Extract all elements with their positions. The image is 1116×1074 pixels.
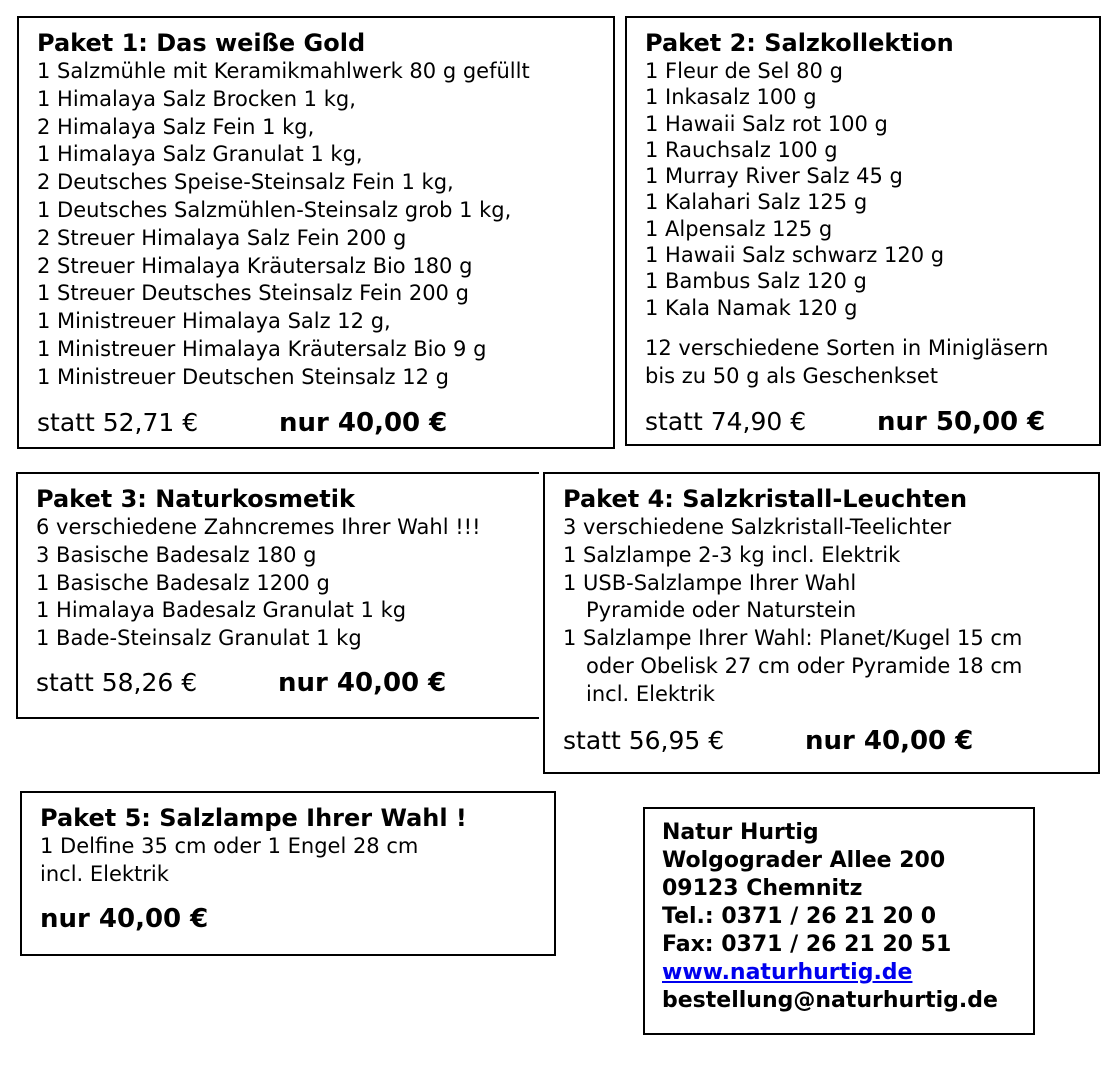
list-item: 2 Streuer Himalaya Salz Fein 200 g (37, 225, 407, 250)
list-item: incl. Elektrik (40, 861, 169, 886)
list-item: 1 Delfine 35 cm oder 1 Engel 28 cm (40, 834, 419, 858)
list-item: 1 Deutsches Salzmühlen-Steinsalz grob 1 kg, (37, 197, 512, 222)
list-item-continuation: Pyramide oder Naturstein (586, 598, 857, 623)
list-item: 1 Himalaya Salz Brocken 1 kg, (37, 86, 356, 111)
list-item: 1 Hawaii Salz schwarz 120 g (645, 243, 945, 268)
package-4-title: Paket 4: Salzkristall-Leuchten (563, 485, 968, 513)
list-item: 1 Basische Badesalz 1200 g (36, 570, 330, 595)
website-line (662, 959, 1033, 987)
list-item: 1 Rauchsalz 100 g (645, 137, 838, 162)
list-item: 1 Kala Namak 120 g (645, 295, 858, 320)
list-item: 1 Himalaya Badesalz Granulat 1 kg (36, 598, 407, 623)
email-address: bestellung@naturhurtig.de (662, 988, 998, 1013)
package-4-box (543, 472, 1100, 774)
old-price: statt 58,26 € (36, 667, 198, 697)
city: 09123 Chemnitz (662, 876, 863, 901)
package-4-price-row (563, 723, 1098, 759)
list-item: 1 Ministreuer Deutschen Steinsalz 12 g (37, 364, 449, 389)
new-price: nur 40,00 € (278, 667, 447, 698)
new-price: nur 40,00 € (279, 407, 448, 438)
package-5-items (40, 833, 554, 889)
package-3-title: Paket 3: Naturkosmetik (36, 485, 355, 513)
list-item: 1 Hawaii Salz rot 100 g (645, 111, 888, 136)
list-item: 1 Salzlampe 2-3 kg incl. Elektrik (563, 542, 901, 567)
package-3-price-row (36, 665, 539, 701)
list-item: 1 Alpensalz 125 g (645, 216, 833, 241)
list-item: 2 Deutsches Speise-Steinsalz Fein 1 kg, (37, 170, 454, 195)
old-price: statt 52,71 € (37, 407, 199, 437)
package-3-items (36, 514, 539, 653)
package-5-title: Paket 5: Salzlampe Ihrer Wahl ! (40, 804, 467, 832)
list-item-continuation: oder Obelisk 27 cm oder Pyramide 18 cm (586, 653, 1023, 678)
package-2-title: Paket 2: Salzkollektion (645, 29, 954, 57)
list-item-continuation: incl. Elektrik (586, 681, 715, 706)
new-price: nur 40,00 € (805, 725, 974, 756)
package-2-box (625, 16, 1101, 446)
package-2-note (645, 335, 1099, 391)
package-1-price-row (37, 405, 613, 441)
list-item: 1 Streuer Deutsches Steinsalz Fein 200 g (37, 281, 469, 306)
list-item: 3 Basische Badesalz 180 g (36, 542, 317, 567)
package-3-box (16, 472, 539, 719)
list-item: 2 Himalaya Salz Fein 1 kg, (37, 114, 315, 139)
list-item: 1 Murray River Salz 45 g (645, 164, 903, 189)
note-line: bis zu 50 g als Geschenkset (645, 363, 938, 388)
list-item: 1 Himalaya Salz Granulat 1 kg, (37, 142, 363, 167)
package-5-price-row (40, 901, 554, 937)
list-item: 1 Bade-Steinsalz Granulat 1 kg (36, 626, 362, 651)
fax-number: Fax: 0371 / 26 21 20 51 (662, 932, 952, 957)
street-address: Wolgograder Allee 200 (662, 848, 946, 873)
website-link[interactable]: www.naturhurtig.de (662, 960, 913, 985)
list-item: 1 Kalahari Salz 125 g (645, 190, 868, 215)
package-1-items (37, 58, 613, 392)
package-4-items (563, 514, 1098, 709)
package-2-price-row (645, 404, 1099, 440)
package-1-title: Paket 1: Das weiße Gold (37, 29, 366, 57)
list-item: 1 Salzlampe Ihrer Wahl: Planet/Kugel 15 cm (563, 626, 1023, 651)
list-item: 2 Streuer Himalaya Kräutersalz Bio 180 g (37, 253, 473, 278)
package-1-box (17, 16, 615, 449)
list-item: 1 Ministreuer Himalaya Salz 12 g, (37, 309, 391, 334)
new-price: nur 40,00 € (40, 903, 209, 934)
package-2-items (645, 58, 1099, 321)
list-item: 6 verschiedene Zahncremes Ihrer Wahl !!! (36, 515, 481, 539)
list-item: 1 Bambus Salz 120 g (645, 269, 867, 294)
note-line: 12 verschiedene Sorten in Minigläsern (645, 335, 1049, 360)
old-price: statt 56,95 € (563, 725, 725, 755)
phone-number: Tel.: 0371 / 26 21 20 0 (662, 904, 937, 929)
list-item: 1 Fleur de Sel 80 g (645, 59, 843, 83)
contact-box (643, 807, 1035, 1035)
list-item: 1 USB-Salzlampe Ihrer Wahl (563, 570, 857, 595)
company-name: Natur Hurtig (662, 820, 819, 845)
list-item: 1 Ministreuer Himalaya Kräutersalz Bio 9 g (37, 336, 487, 361)
list-item: 1 Salzmühle mit Keramikmahlwerk 80 g gefüllt (37, 59, 530, 83)
list-item: 3 verschiedene Salzkristall-Teelichter (563, 515, 952, 539)
package-5-box (20, 791, 556, 956)
new-price: nur 50,00 € (877, 406, 1046, 437)
list-item: 1 Inkasalz 100 g (645, 85, 817, 110)
old-price: statt 74,90 € (645, 406, 807, 436)
